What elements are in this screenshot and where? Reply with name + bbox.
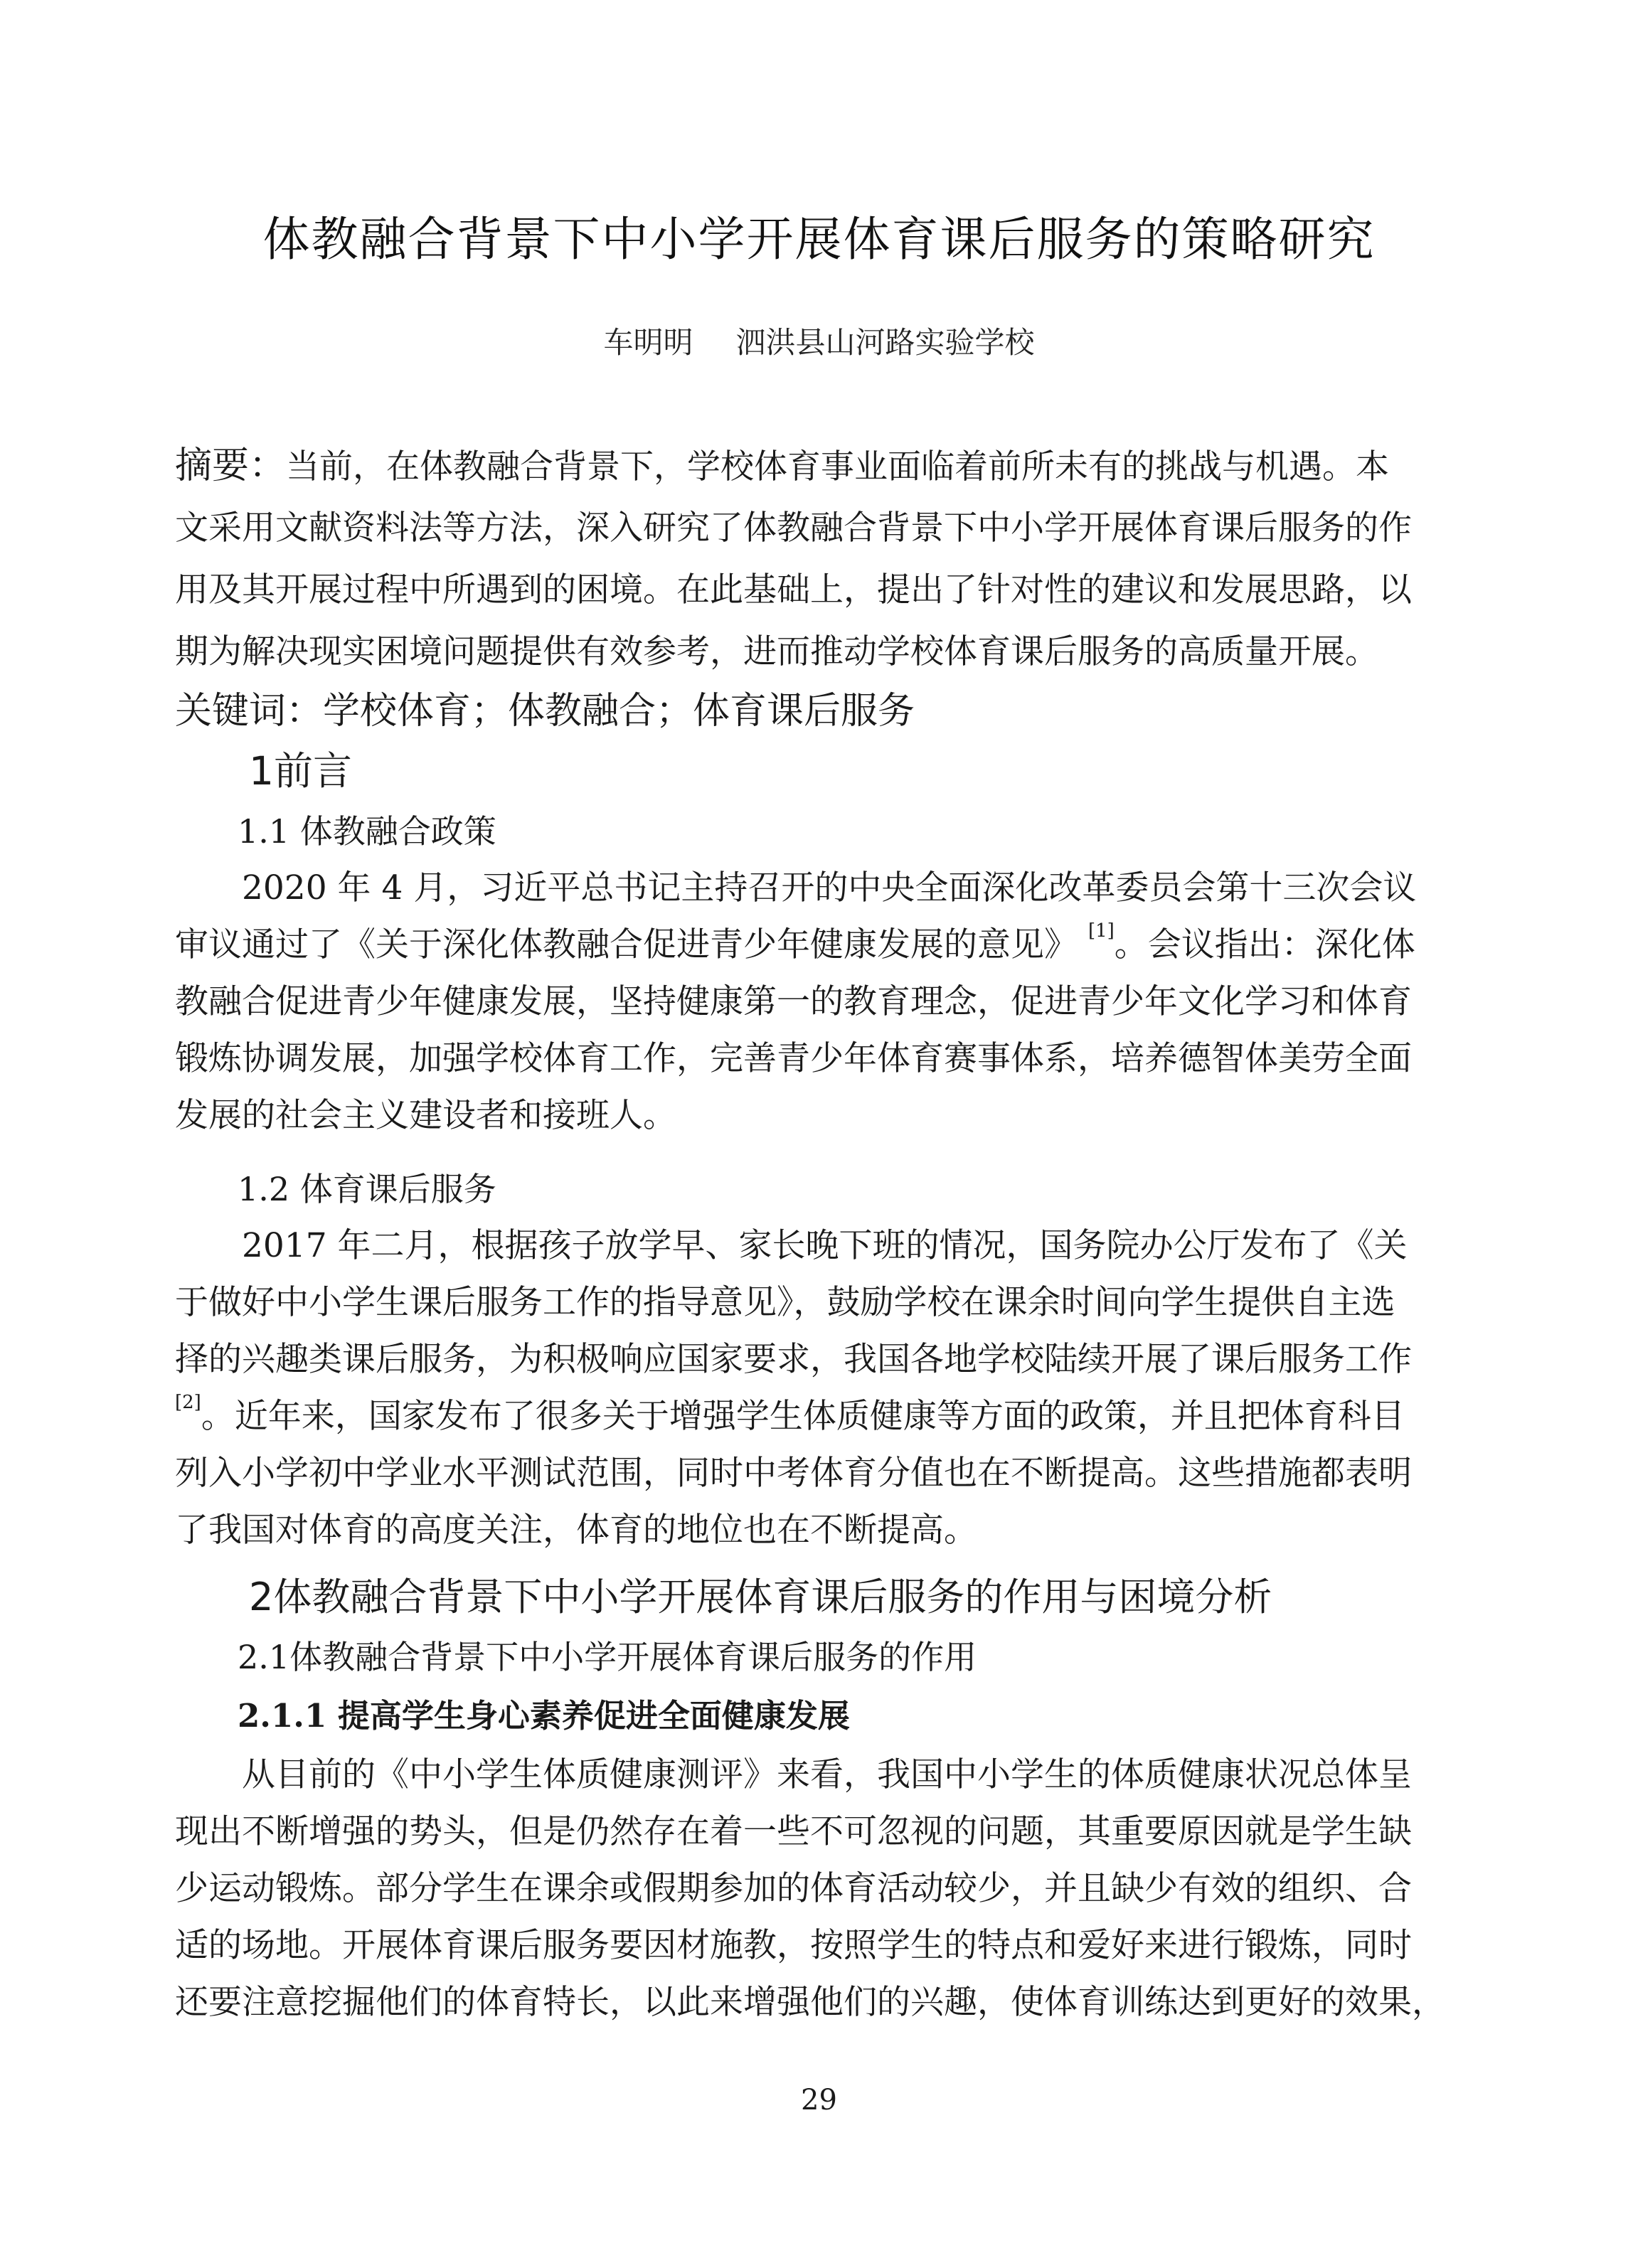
citation-ref: [1] bbox=[1087, 920, 1115, 942]
page-number: 29 bbox=[801, 2084, 837, 2117]
paragraph-line bbox=[175, 1388, 1466, 1445]
paragraph-line: 发展的社会主义建设者和接班人。 bbox=[175, 1096, 676, 1135]
section-1-2-paragraph bbox=[175, 1218, 1466, 1559]
paper-title: 体教融合背景下中小学开展体育课后服务的策略研究 bbox=[262, 212, 1376, 267]
section-1-2-heading: 1.2 体育课后服务 bbox=[238, 1170, 496, 1208]
paragraph-line: 列入小学初中学业水平测试范围，同时中考体育分值也在不断提高。这些措施都表明 bbox=[175, 1454, 1412, 1493]
abstract-line: 用及其开展过程中所遇到的困境。在此基础上，提出了针对性的建议和发展思路，以 bbox=[175, 570, 1412, 609]
paragraph-line: 锻炼协调发展，加强学校体育工作，完善青少年体育赛事体系，培养德智体美劳全面 bbox=[175, 1039, 1412, 1078]
abstract-line: 文采用文献资料法等方法，深入研究了体教融合背景下中小学开展体育课后服务的作 bbox=[175, 509, 1412, 548]
paragraph-line: 从目前的《中小学生体质健康测评》来看，我国中小学生的体质健康状况总体呈 bbox=[242, 1755, 1412, 1794]
section-2-1-1-heading: 2.1.1 提高学生身心素养促进全面健康发展 bbox=[238, 1697, 850, 1735]
section-2-1-heading bbox=[238, 1629, 977, 1686]
paragraph-line: 还要注意挖掘他们的体育特长，以此来增强他们的兴趣，使体育训练达到更好的效果， bbox=[175, 1983, 1445, 2022]
heading-number: 2.1 bbox=[238, 1638, 290, 1676]
paragraph-line bbox=[175, 917, 1466, 974]
section-1-1-heading: 1.1 体教融合政策 bbox=[238, 812, 496, 851]
section-2-1-1-paragraph bbox=[175, 1747, 1466, 2031]
section-1-1-paragraph bbox=[175, 860, 1466, 1144]
text-run: 。近年来，国家发布了很多关于增强学生体质健康等方面的政策，并且把体育科目 bbox=[201, 1397, 1405, 1436]
text-run: 审议通过了《关于深化体教融合促进青少年健康发展的意见》 bbox=[175, 925, 1078, 964]
keywords: 关键词：学校体育；体教融合；体育课后服务 bbox=[175, 690, 915, 733]
abstract bbox=[175, 435, 1466, 683]
paragraph-line: 择的兴趣类课后服务，为积极响应国家要求，我国各地学校陆续开展了课后服务工作 bbox=[175, 1340, 1412, 1379]
author-affiliation: 泗洪县山河路实验学校 bbox=[735, 325, 1035, 360]
abstract-line: 期为解决现实困境问题提供有效参考，进而推动学校体育课后服务的高质量开展。 bbox=[175, 632, 1378, 671]
paragraph-line: 教融合促进青少年健康发展，坚持健康第一的教育理念，促进青少年文化学习和体育 bbox=[175, 982, 1412, 1021]
paragraph-line: 现出不断增强的势头，但是仍然存在着一些不可忽视的问题，其重要原因就是学生缺 bbox=[175, 1812, 1412, 1851]
text-run: 。会议指出：深化体 bbox=[1114, 925, 1415, 964]
heading-text: 体教融合背景下中小学开展体育课后服务的作用 bbox=[289, 1638, 977, 1676]
author-line bbox=[0, 321, 1638, 364]
citation-ref: [2] bbox=[175, 1392, 201, 1413]
paragraph-line: 少运动锻炼。部分学生在课余或假期参加的体育活动较少，并且缺少有效的组织、合 bbox=[175, 1869, 1412, 1908]
author-name: 车明明 bbox=[603, 325, 693, 360]
section-2-heading: 2体教融合背景下中小学开展体育课后服务的作用与困境分析 bbox=[249, 1575, 1272, 1619]
paragraph-line: 2020 年 4 月，习近平总书记主持召开的中央全面深化改革委员会第十三次会议 bbox=[242, 868, 1417, 907]
paragraph-line: 于做好中小学生课后服务工作的指导意见》，鼓励学校在课余时间向学生提供自主选 bbox=[175, 1283, 1395, 1322]
abstract-label: 摘要： bbox=[175, 444, 287, 487]
paragraph-line: 了我国对体育的高度关注，体育的地位也在不断提高。 bbox=[175, 1511, 977, 1550]
abstract-text: 当前，在体教融合背景下，学校体育事业面临着前所未有的挑战与机遇。本 bbox=[286, 447, 1390, 486]
paragraph-line: 2017 年二月，根据孩子放学早、家长晚下班的情况，国务院办公厅发布了《关 bbox=[242, 1226, 1408, 1265]
abstract-line bbox=[175, 435, 1466, 497]
section-1-heading: 1前言 bbox=[249, 748, 352, 794]
paragraph-line: 适的场地。开展体育课后服务要因材施教，按照学生的特点和爱好来进行锻炼，同时 bbox=[175, 1926, 1412, 1965]
